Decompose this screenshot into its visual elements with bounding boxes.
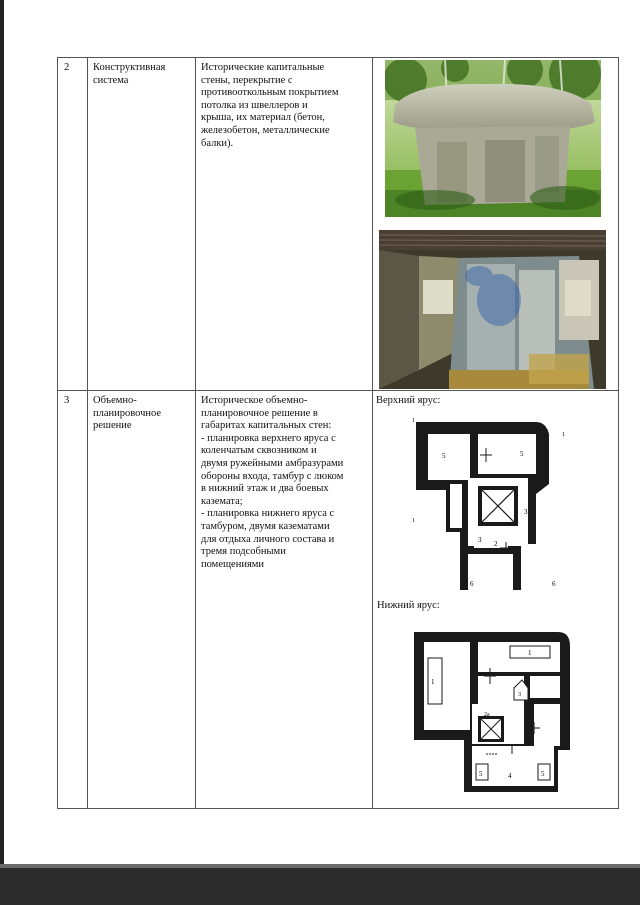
plan-label: 5 [442, 452, 446, 460]
upper-tier-caption: Верхний ярус: [376, 395, 441, 406]
row-name: Конструктивная система [93, 62, 166, 86]
plan-label: 1 [431, 678, 435, 686]
interior-photo [379, 230, 606, 389]
row-name: Объемно- планировочное решение [93, 395, 162, 432]
plan-label: 1 [528, 649, 532, 657]
plan-label: 2 [494, 540, 498, 548]
scan-background [0, 868, 640, 905]
plan-label: 1 [562, 432, 565, 438]
column-divider-1 [87, 58, 88, 808]
plan-label: 6 [470, 580, 474, 588]
plan-label: 6 [552, 580, 556, 588]
column-divider-3 [372, 58, 373, 808]
exterior-photo [385, 60, 601, 217]
upper-tier-floor-plan [406, 414, 576, 590]
plan-label: 4 [508, 772, 512, 780]
lower-tier-floor-plan [408, 628, 576, 794]
row-divider [58, 390, 618, 391]
page-edge-shadow [0, 0, 4, 865]
plan-label: 3 [524, 508, 528, 516]
row-number: 2 [64, 62, 70, 73]
plan-label: 1 [412, 418, 415, 424]
lower-tier-caption: Нижний ярус: [377, 600, 440, 611]
attribute-table [57, 57, 619, 809]
row-number: 3 [64, 395, 70, 406]
plan-label: 2а [484, 712, 490, 718]
plan-label: 5 [541, 770, 545, 778]
plan-label: 1 [412, 518, 415, 524]
row-description: Исторические капитальные стены, перекрытие с противооткольным покрытием потолка из швеллеров и крыша, их материал (бетон, железобетон, металлические балки). [201, 62, 339, 149]
plan-label: 3 [518, 692, 521, 698]
column-divider-2 [195, 58, 196, 808]
plan-label: 3 [478, 536, 482, 544]
plan-label: 5 [520, 450, 524, 458]
row-description: Историческое объемно- планировочное решение в габаритах капитальных стен: - планировка верхнего яруса с коленчатым сквозником и двумя ружейными амбразурами обороны входа, тамбур с люком в нижний этаж и два боевых каземата; - планировка нижнего яруса с тамбуром, двумя казематами для отдыха личного состава и тремя подсобными помещениями [201, 395, 344, 570]
plan-label: 5 [479, 770, 483, 778]
